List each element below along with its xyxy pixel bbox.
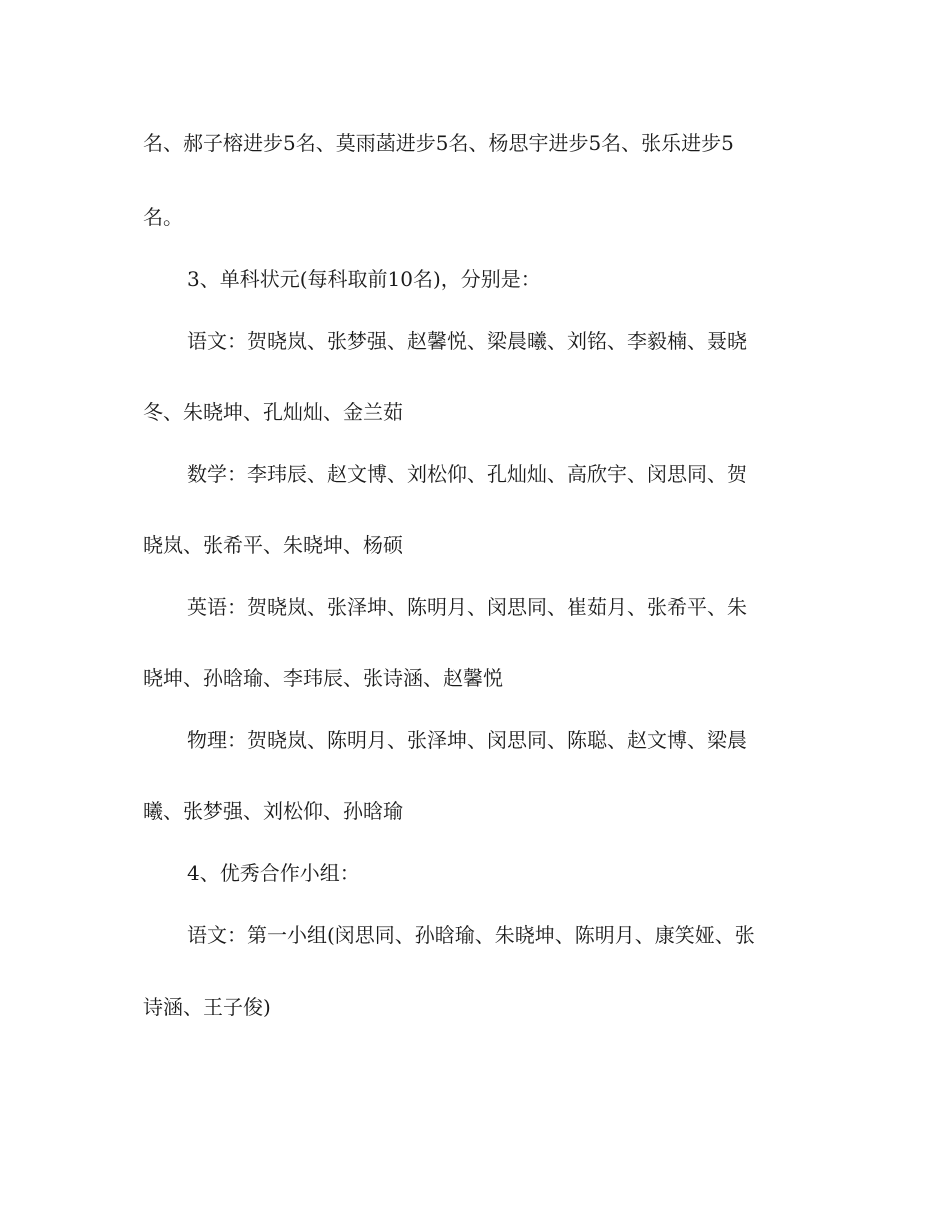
section-heading: 4、优秀合作小组： — [187, 861, 360, 885]
text-line: 晓岚、张希平、朱晓坤、杨硕 — [143, 533, 403, 557]
text-line: 诗涵、王子俊) — [143, 995, 271, 1019]
text-line: 曦、张梦强、刘松仰、孙晗瑜 — [143, 799, 403, 823]
text-line: 英语：贺晓岚、张泽坤、陈明月、闵思同、崔茹月、张希平、朱 — [187, 595, 747, 619]
text-line: 数学：李玮辰、赵文博、刘松仰、孔灿灿、高欣宇、闵思同、贺 — [187, 462, 747, 486]
text-line: 晓坤、孙晗瑜、李玮辰、张诗涵、赵馨悦 — [143, 666, 503, 690]
text-line: 语文：第一小组(闵思同、孙晗瑜、朱晓坤、陈明月、康笑娅、张 — [187, 923, 755, 947]
text-line: 名、郝子榕进步5名、莫雨菡进步5名、杨思宇进步5名、张乐进步5 — [143, 131, 734, 155]
text-line: 物理：贺晓岚、陈明月、张泽坤、闵思同、陈聪、赵文博、梁晨 — [187, 728, 747, 752]
section-heading: 3、单科状元(每科取前10名)，分别是： — [187, 267, 541, 291]
text-line: 语文：贺晓岚、张梦强、赵馨悦、梁晨曦、刘铭、李毅楠、聂晓 — [187, 329, 747, 353]
text-line: 冬、朱晓坤、孔灿灿、金兰茹 — [143, 400, 403, 424]
text-line: 名。 — [143, 205, 183, 229]
